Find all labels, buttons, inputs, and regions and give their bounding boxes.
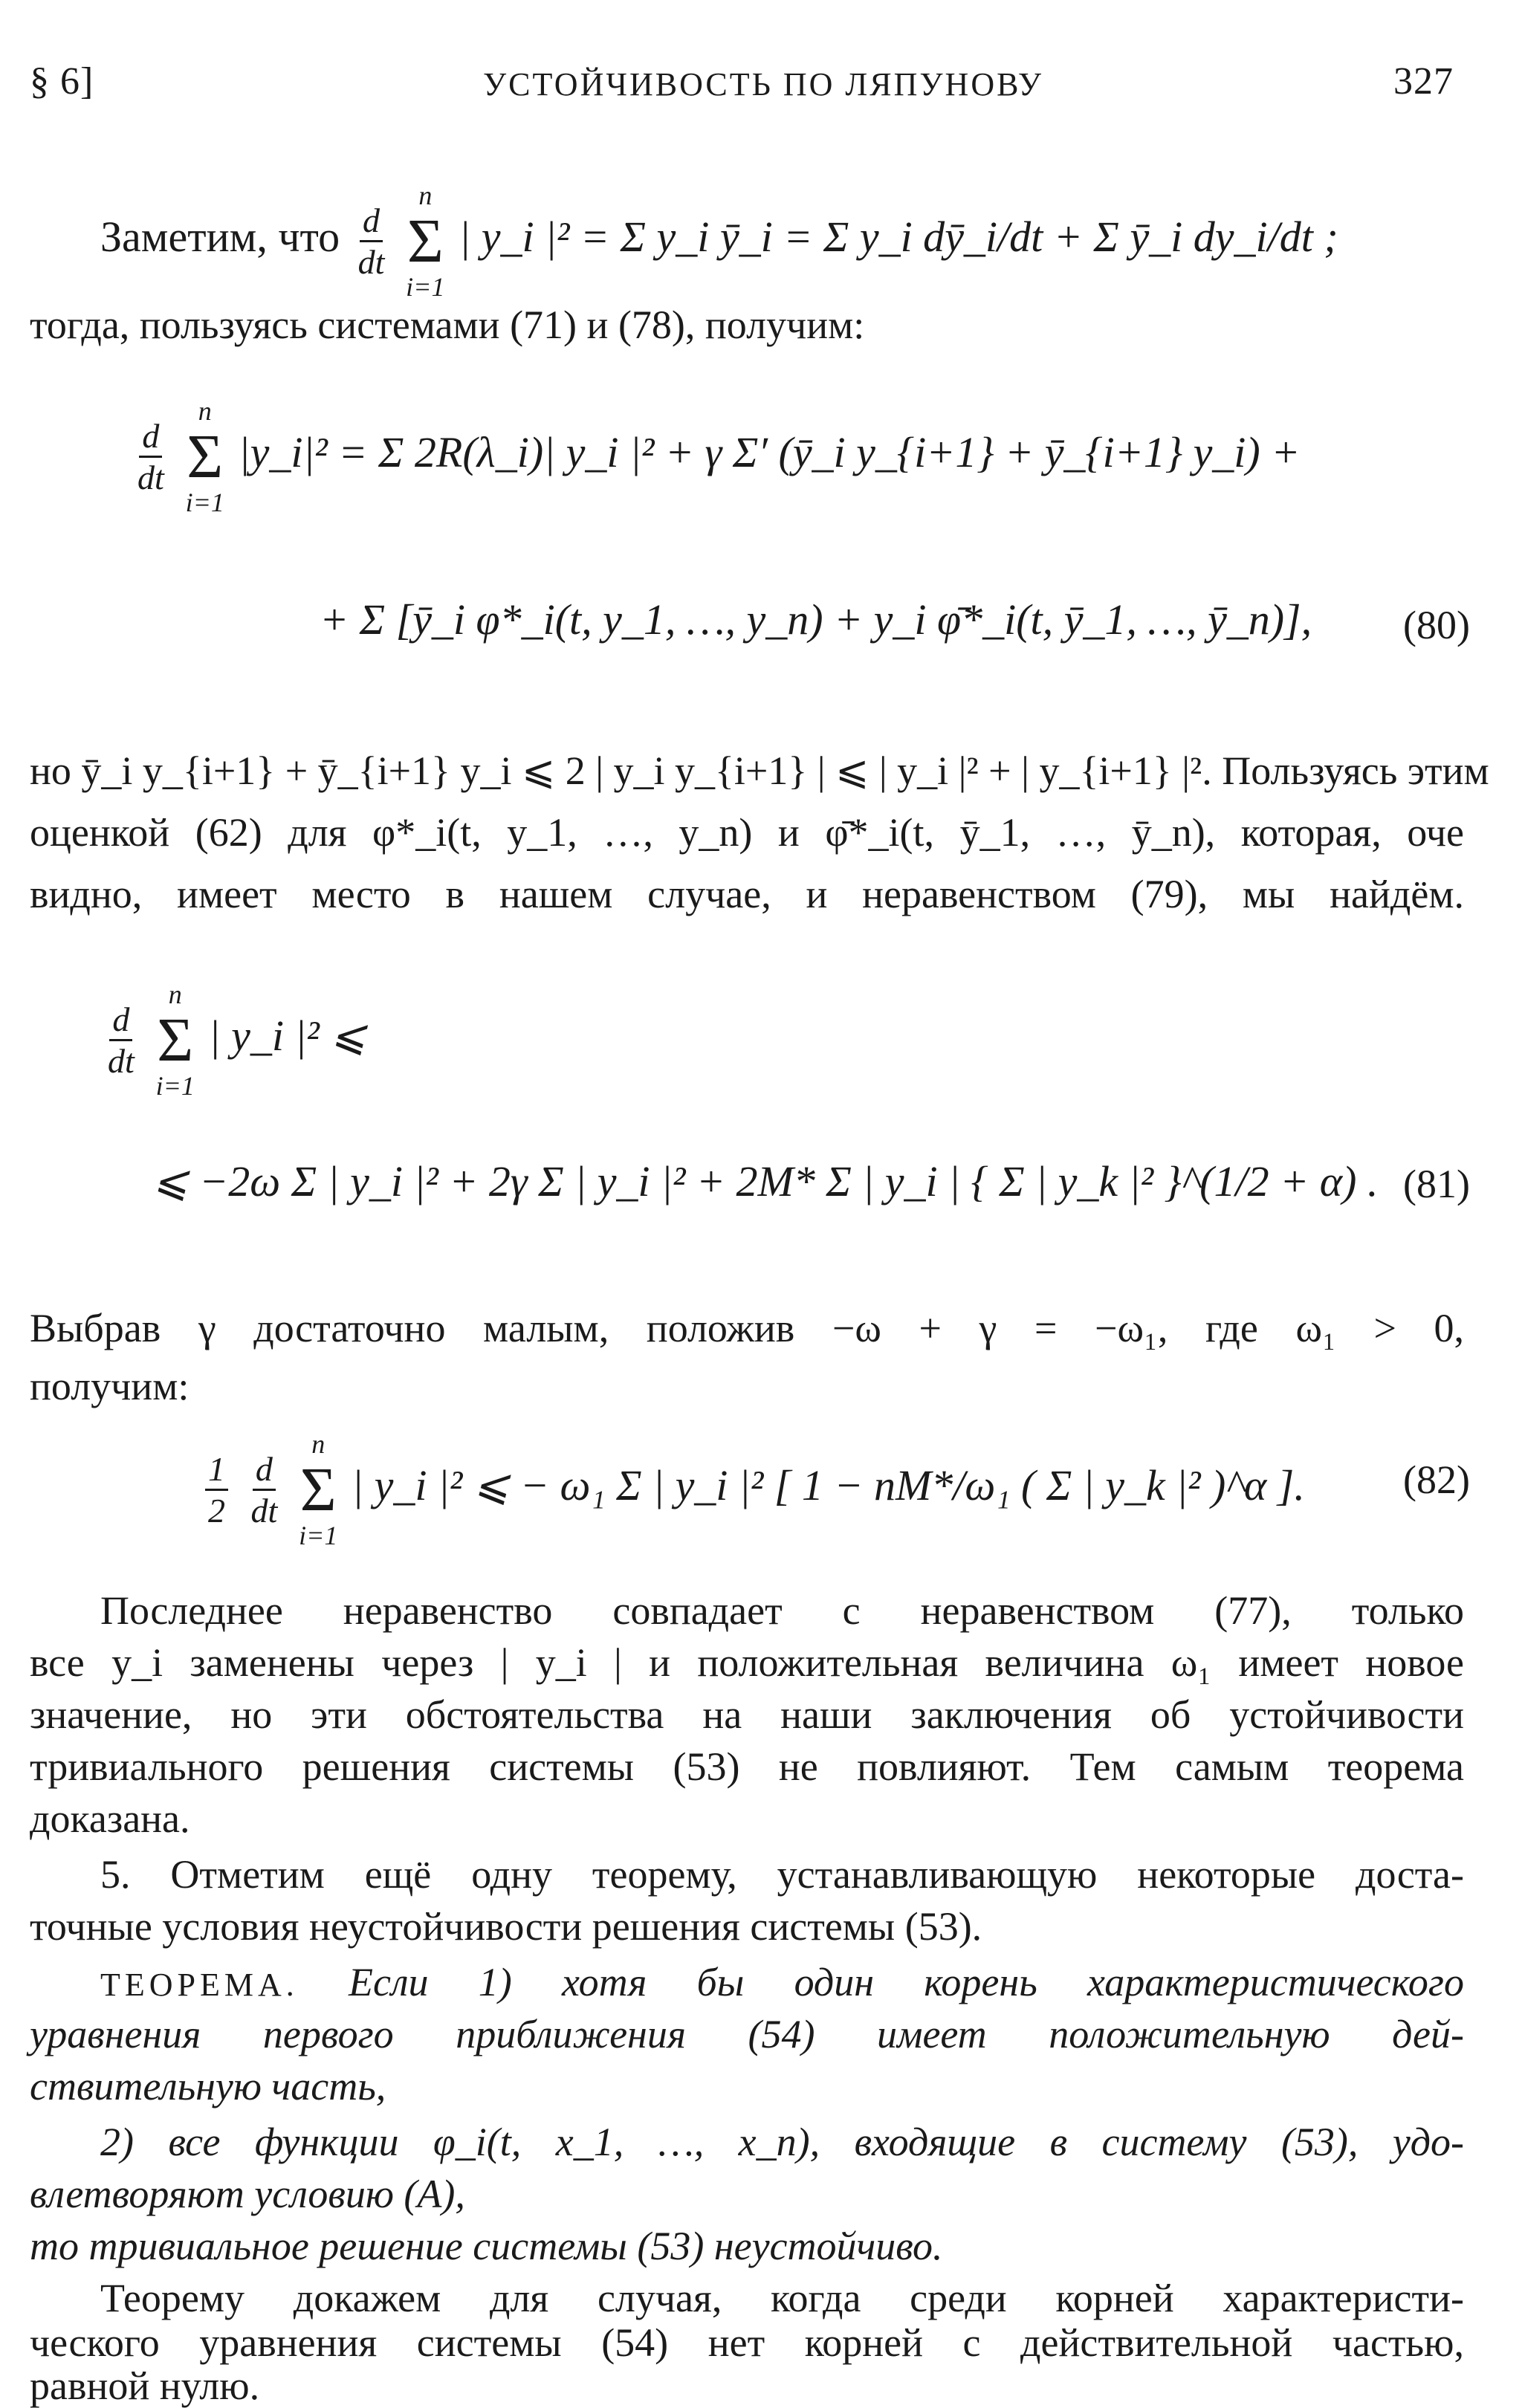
derivative-identity [100, 181, 1338, 302]
equation-81-lhs: | y_i |² ⩽ [208, 1011, 366, 1060]
text-line: ческого уравнения системы (54) нет корней с действительной частью, [30, 2320, 1464, 2365]
theorem-line: ствительную часть, [30, 2064, 386, 2108]
text-line: 5. Отметим ещё одну теорему, устанавливающую некоторые доста- [100, 1852, 1464, 1897]
sum-symbol: n Σ i=1 [155, 980, 195, 1101]
d-dt-fraction: $\frac{d}{dt}$ [250, 1450, 278, 1530]
running-title: УСТОЙЧИВОСТЬ ПО ЛЯПУНОВУ [483, 66, 1044, 103]
equation-82 [201, 1429, 1305, 1550]
equation-81-line-2: ⩽ −2ω Σ | y_i |² + 2γ Σ | y_i |² + 2M* Σ | y_i | { Σ | y_k |² }^(1/2 + α) . [152, 1157, 1379, 1205]
equation-80-line-2: + Σ [ȳ_i φ*_i(t, y_1, …, y_n) + y_i φ̄*_i(t, ȳ_1, …, ȳ_n)], [320, 595, 1312, 644]
equation-80-first-row: |y_i|² = Σ 2R(λ_i)| y_i |² + γ Σ′ (ȳ_i y_{i+1} + ȳ_{i+1} y_i) + [238, 427, 1301, 476]
equation-80-line-1 [130, 396, 1301, 517]
text-line: но ȳ_i y_{i+1} + ȳ_{i+1} y_i ⩽ 2 | y_i y_{i+1} | ⩽ | y_i |² + | y_{i+1} |². Пользуясь этим [30, 748, 1489, 793]
text-line: получим: [30, 1364, 190, 1408]
equation-number-81: (81) [1403, 1162, 1470, 1206]
identity-body: | y_i |² = Σ y_i ȳ_i = Σ y_i dȳ_i/dt + Σ ȳ_i dy_i/dt ; [459, 212, 1338, 261]
theorem-conclusion: то тривиальное решение системы (53) неустойчиво. [30, 2224, 943, 2268]
theorem-first-line [100, 1962, 1464, 2002]
text-line: значение, но эти обстоятельства на наши заключения об устойчивости [30, 1692, 1464, 1737]
d-dt-fraction: $\frac{d}{dt}$ [108, 1000, 135, 1080]
text-line: все y_i заменены через | y_i | и положительная величина ω₁ имеет новое [30, 1640, 1464, 1685]
sum-symbol: n Σ i=1 [185, 396, 224, 517]
theorem-line: уравнения первого приближения (54) имеет положительную дей- [30, 2012, 1464, 2056]
sum-symbol: n Σ i=1 [299, 1429, 338, 1550]
theorem-line: 2) все функции φ_i(t, x_1, …, x_n), входящие в систему (53), удо- [100, 2120, 1464, 2164]
text-line: Теорему докажем для случая, когда среди корней характеристи- [100, 2276, 1464, 2320]
text-line: тогда, пользуясь системами (71) и (78), получим: [30, 302, 865, 347]
text-line: видно, имеет место в нашем случае, и неравенством (79), мы найдём. [30, 872, 1464, 916]
identity-intro: Заметим, что [100, 212, 340, 261]
text-line: Выбрав γ достаточно малым, положив −ω + γ = −ω₁, где ω₁ > 0, [30, 1306, 1464, 1350]
page-number: 327 [1393, 60, 1454, 103]
text-line: доказана. [30, 1796, 190, 1841]
text-line: равной нулю. [30, 2363, 260, 2408]
theorem-text: Если 1) хотя бы один корень характеристического [349, 1960, 1464, 2004]
d-dt-fraction: $\frac{d}{dt}$ [137, 417, 164, 496]
text-line: точные условия неустойчивости решения системы (53). [30, 1904, 982, 1949]
section-marker: § 6] [30, 60, 94, 103]
sum-symbol: n Σ i=1 [406, 181, 445, 302]
text-line: Последнее неравенство совпадает с неравенством (77), только [100, 1588, 1464, 1633]
text-line: тривиального решения системы (53) не повлияют. Тем самым теорема [30, 1744, 1464, 1789]
d-dt-fraction: $\frac{d}{dt}$ [357, 201, 385, 281]
text-line: оценкой (62) для φ*_i(t, y_1, …, y_n) и φ̄*_i(t, ȳ_1, …, ȳ_n), которая, оче [30, 810, 1464, 855]
theorem-label: ТЕОРЕМА. [100, 1967, 299, 2003]
one-half-fraction: $\frac{1}{2}$ [205, 1449, 228, 1530]
equation-number-80: (80) [1403, 603, 1470, 647]
theorem-line: влетворяют условию (A), [30, 2172, 465, 2216]
equation-82-body: | y_i |² ⩽ − ω₁ Σ | y_i |² [ 1 − nM*/ω₁ ( Σ | y_k |² )^α ]. [352, 1460, 1305, 1509]
equation-81-line-1 [100, 980, 366, 1101]
equation-number-82: (82) [1403, 1457, 1470, 1502]
